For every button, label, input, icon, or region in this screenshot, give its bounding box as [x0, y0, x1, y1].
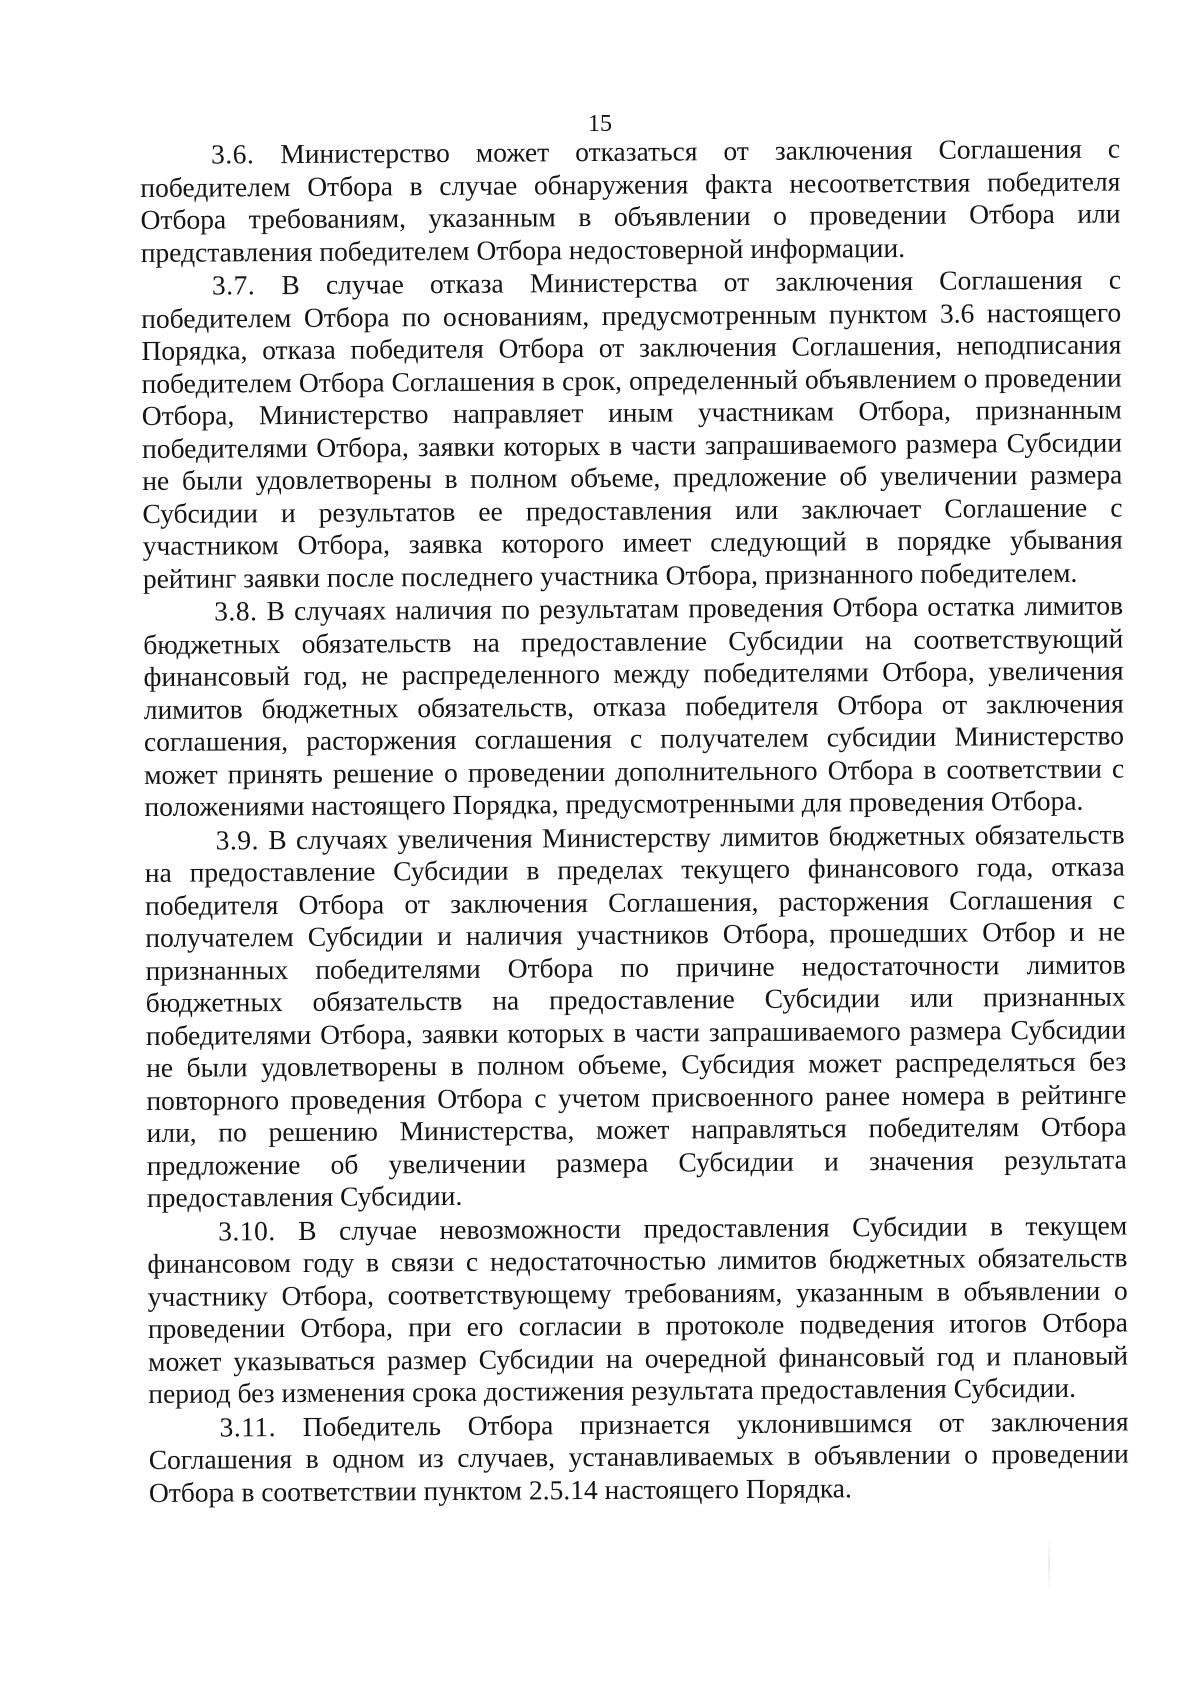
scan-artifact	[1048, 1535, 1050, 1595]
paragraph-3-11	[148, 1405, 1129, 1509]
paragraph-3-8	[143, 589, 1124, 823]
page-number: 15	[588, 111, 612, 137]
paragraph-text: В случаях наличия по результатам проведения Отбора остатка лимитов бюджетных обязательств на предоставление Субсидии на соответствующий финансовый год, не распределенного между победителями Отбора, увеличения лимитов бюджетных обязательств, отказа победителя Отбора от заключения соглашения, расторжения соглашения с получателем субсидии Министерство может принять решение о проведении дополнительного Отбора в соответствии с положениями настоящего Порядка, предусмотренными для проведения Отбора.	[143, 589, 1125, 822]
paragraph-text: Министерство может отказаться от заключения Соглашения с победителем Отбора в случае обнаружения факта несоответствия победителя Отбора требованиям, указанным в объявлении о проведении Отбора или представления победителем Отбора недостоверной информации.	[140, 132, 1121, 268]
paragraph-3-10	[147, 1209, 1128, 1410]
paragraph-number: 3.10.	[218, 1214, 276, 1247]
paragraph-text: В случае отказа Министерства от заключения Соглашения с победителем Отбора по основаниям, предусмотренным пунктом 3.6 настоящего Порядка, отказа победителя Отбора от заключения Соглашения, неподписания победителем Отбора Соглашения в срок, определенный объявлением о проведении Отбора, Министерство направляет иным участникам Отбора, признанным победителями Отбора, заявки которых в части запрашиваемого размера Субсидии не были удовлетворены в полном объеме, предложение об увеличении размера Субсидии и результатов ее предоставления или заключает Соглашение с участником Отбора, заявка которого имеет следующий в порядке убывания рейтинг заявки после последнего участника Отбора, признанного победителем.	[141, 263, 1123, 594]
paragraph-3-6	[140, 133, 1121, 269]
paragraph-number: 3.8.	[214, 595, 258, 627]
paragraph-text: Победитель Отбора признается уклонившимся от заключения Соглашения в одном из случаев, устанавливаемых в объявлении о проведении Отбора в соответствии пунктом 2.5.14 настоящего Порядка.	[148, 1404, 1129, 1508]
paragraph-3-7	[141, 263, 1123, 594]
paragraph-text: В случаях увеличения Министерству лимитов бюджетных обязательств на предоставление Субсидии в пределах текущего финансового года, отказа победителя Отбора от заключения Соглашения, расторжения Соглашения с получателем Субсидии и наличия участников Отбора, прошедших Отбор и не признанных победителями Отбора по причине недостаточности лимитов бюджетных обязательств на предоставление Субсидии или признанных победителями Отбора, заявки которых в части запрашиваемого размера Субсидии не были удовлетворены в полном объеме, Субсидия может распределяться без повторного проведения Отбора с учетом присвоенного ранее номера в рейтинге или, по решению Министерства, может направляться победителям Отбора предложение об увеличении размера Субсидии и значения результата предоставления Субсидии.	[144, 817, 1127, 1213]
paragraph-text: В случае невозможности предоставления Субсидии в текущем финансовом году в связи с недостаточностью лимитов бюджетных обязательств участнику Отбора, соответствующему требованиям, указанным в объявлении о проведении Отбора, при его согласии в протоколе подведения итогов Отбора может указываться размер Субсидии на очередной финансовый год и плановый период без изменения срока достижения результата предоставления Субсидии.	[147, 1208, 1129, 1409]
paragraph-number: 3.11.	[219, 1410, 277, 1443]
paragraph-number: 3.9.	[215, 823, 259, 856]
paragraph-3-9	[145, 818, 1128, 1214]
paragraph-number: 3.7.	[211, 269, 256, 301]
paragraph-number: 3.6.	[210, 138, 255, 170]
document-body	[140, 133, 1129, 1509]
